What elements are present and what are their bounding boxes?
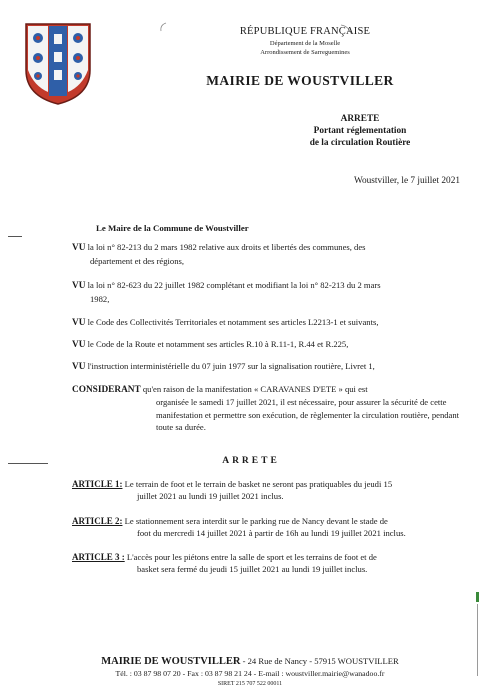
arrete-subtitle-2: de la circulation Routière xyxy=(309,138,411,148)
footer-contact: Tél. : 03 87 98 07 20 - Fax : 03 87 98 21 24 - E-mail : woustviller.mairie@wanadoo.fr xyxy=(115,669,385,678)
vu-keyword: VU xyxy=(72,340,86,350)
coat-of-arms-icon xyxy=(24,22,92,106)
article-text-cont: foot du mercredi 14 juillet 2021 à partir de 16h au lundi 19 juillet 2021 inclus. xyxy=(137,528,406,539)
article-text: L'accès pour les piétons entre la salle de sport et les terrains de foot et de xyxy=(126,552,377,562)
considerant-text-cont: manifestation et permettre son exécution, de règlementer la circulation routière, pendant xyxy=(156,409,460,420)
footer-address-text: - 24 Rue de Nancy - 57915 WOUSTVILLER xyxy=(240,656,399,666)
arrondissement-name: Arrondissement de Sarreguemines xyxy=(260,49,350,56)
arrete-subtitle-1: Portant réglementation xyxy=(313,126,407,136)
vu-clause xyxy=(72,279,464,305)
vu-text: le Code des Collectivités Territoriales et notamment ses articles L2213-1 et suivants, xyxy=(87,317,379,327)
footer-name: MAIRIE DE WOUSTVILLER xyxy=(101,656,241,667)
article-label: ARTICLE 1: xyxy=(72,479,123,489)
arrete-title: ARRETE xyxy=(340,114,380,124)
margin-fold-mark xyxy=(8,236,22,237)
article-label: ARTICLE 2: xyxy=(72,516,123,526)
article-text: Le terrain de foot et le terrain de basket ne seront pas pratiquables du jeudi 15 xyxy=(124,479,393,489)
vu-clause xyxy=(72,360,464,374)
footer-address xyxy=(40,656,460,667)
document-header xyxy=(190,26,420,56)
vu-text: la loi n° 82-623 du 22 juillet 1982 complétant et modifiant la loi n° 82-213 du 2 mars xyxy=(87,280,381,290)
vu-text-cont: département et des régions, xyxy=(90,255,185,266)
vu-keyword: VU xyxy=(72,243,86,253)
article-text: Le stationnement sera interdit sur le parking rue de Nancy devant le stade de xyxy=(124,516,388,526)
arrete-heading: ARRETE xyxy=(222,456,280,466)
considerant-text: qu'en raison de la manifestation « CARAVANES D'ETE » qui est xyxy=(142,384,368,394)
vu-clause xyxy=(72,241,464,267)
considerant-keyword: CONSIDERANT xyxy=(72,385,141,395)
vu-text: le Code de la Route et notamment ses articles R.10 à R.11-1, R.44 et R.225, xyxy=(87,339,349,349)
vu-clause xyxy=(72,338,464,352)
article-text-cont: basket sera fermé du jeudi 15 juillet 2021 au lundi 19 juillet inclus. xyxy=(137,564,368,575)
document-date: Woustviller, le 7 juillet 2021 xyxy=(353,176,460,186)
considerant-text-cont: organisée le samedi 17 juillet 2021, il est nécessaire, pour assurer la sécurité de cette xyxy=(156,397,447,408)
maire-heading: Le Maire de la Commune de Woustviller xyxy=(96,223,249,233)
footer-siret: SIRET 215 707 522 00011 xyxy=(217,681,283,687)
mairie-title: MAIRIE DE WOUSTVILLER xyxy=(206,73,394,88)
country-name: RÉPUBLIQUE FRANÇAISE xyxy=(239,26,371,37)
article-2 xyxy=(72,515,468,540)
departement-name: Département de la Moselle xyxy=(269,40,341,47)
side-stamp-icon xyxy=(474,590,482,680)
vu-clause xyxy=(72,316,464,330)
considerant-text-cont: toute sa durée. xyxy=(156,421,206,432)
vu-text: la loi n° 82-213 du 2 mars 1982 relative aux droits et libertés des communes, des xyxy=(87,242,366,252)
vu-keyword: VU xyxy=(72,281,86,291)
arrete-title-block xyxy=(260,113,460,149)
vu-text-cont: 1982, xyxy=(90,293,110,304)
scan-mark-icon xyxy=(158,22,168,32)
margin-fold-mark xyxy=(8,463,48,464)
article-3 xyxy=(72,551,468,576)
vu-keyword: VU xyxy=(72,362,86,372)
vu-keyword: VU xyxy=(72,318,86,328)
considerant-clause xyxy=(72,383,466,433)
article-1 xyxy=(72,478,468,503)
article-text-cont: juillet 2021 au lundi 19 juillet 2021 inclus. xyxy=(137,491,284,502)
vu-text: l'instruction interministérielle du 07 juin 1977 sur la signalisation routière, Livret 1, xyxy=(87,361,375,371)
article-label: ARTICLE 3 : xyxy=(72,552,125,562)
